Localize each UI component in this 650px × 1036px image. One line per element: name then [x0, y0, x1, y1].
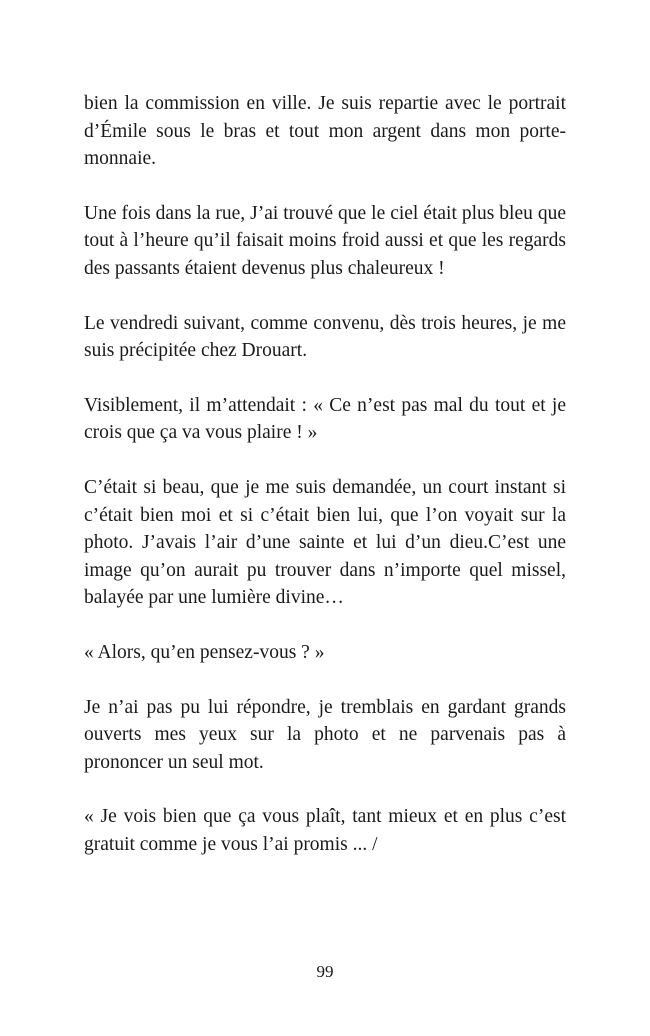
- paragraph-3: Le vendredi suivant, comme convenu, dès trois heures, je me suis précipitée chez Drouart.: [84, 312, 566, 362]
- paragraph-1: bien la commission en ville. Je suis repartie avec le portrait d’Émile sous le bras et tout mon argent dans mon porte-monnaie.: [84, 93, 566, 170]
- paragraph-2: Une fois dans la rue, J’ai trouvé que le ciel était plus bleu que tout à l’heure qu’il faisait moins froid aussi et que les regards des passants étaient devenus plus chaleureux !: [84, 202, 566, 279]
- paragraph-4: Visiblement, il m’attendait : « Ce n’est pas mal du tout et je crois que ça va vous plaire ! »: [84, 394, 566, 444]
- paragraph-5: C’était si beau, que je me suis demandée, un court instant si c’était bien moi et si c’était bien lui, que l’on voyait sur la photo. J’avais l’air d’une sainte et lui d’un dieu.C’est une image qu’on aurait pu trouver dans n’importe quel missel, balayée par une lumière divine…: [84, 476, 566, 609]
- page-body: [84, 90, 566, 858]
- paragraph-6: « Alors, qu’en pensez-vous ? »: [84, 641, 325, 663]
- page-number: 99: [316, 962, 334, 981]
- paragraph-7: Je n’ai pas pu lui répondre, je tremblais en gardant grands ouverts mes yeux sur la photo et ne parvenais pas à prononcer un seul mot.: [84, 696, 566, 773]
- paragraph-8: « Je vois bien que ça vous plaît, tant mieux et en plus c’est gratuit comme je vous l’ai promis ... /: [84, 806, 566, 855]
